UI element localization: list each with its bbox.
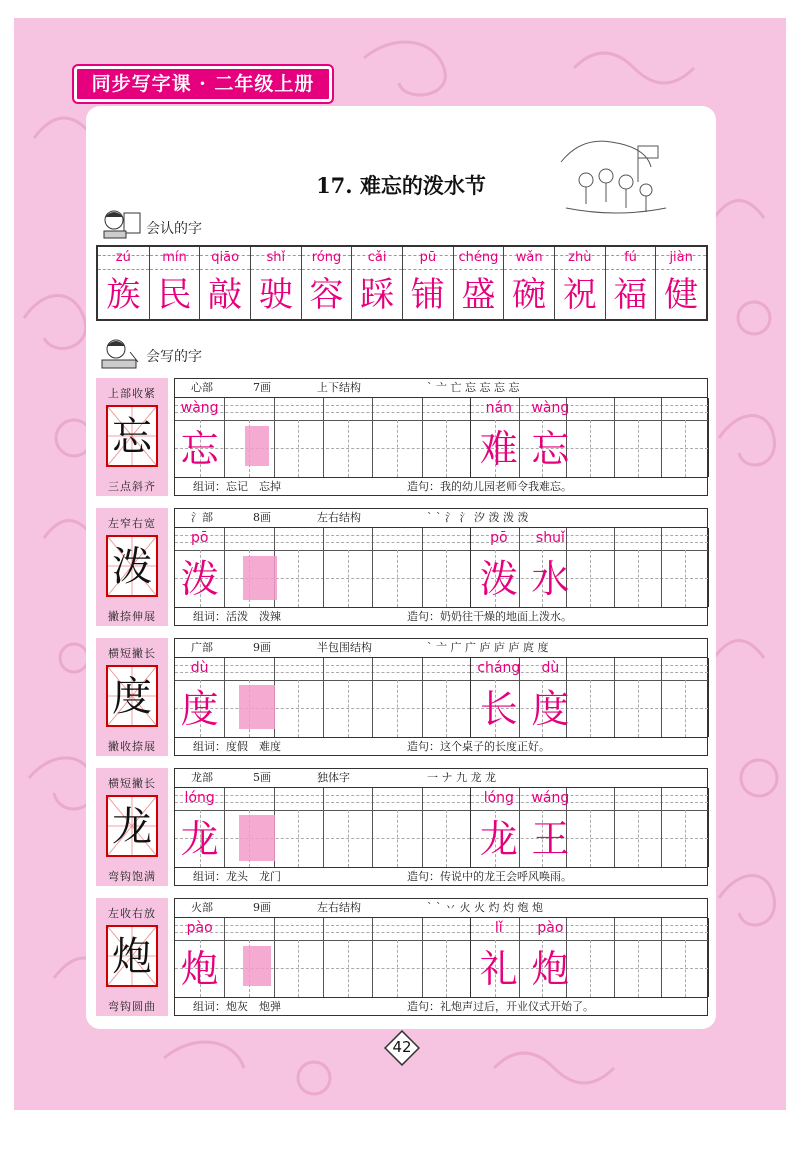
recognize-character: 福	[613, 275, 648, 315]
recognize-char-cell	[250, 247, 301, 319]
guide-line	[638, 940, 639, 997]
structure: 独体字	[317, 771, 350, 784]
guide-line	[298, 420, 299, 477]
guide-line	[98, 269, 149, 270]
guide-line	[446, 420, 447, 477]
stroke-count: 5画	[253, 771, 271, 784]
cell-divider	[372, 398, 373, 477]
recognize-pinyin: wǎn	[515, 250, 543, 265]
word-character: 度	[531, 687, 570, 731]
tip-bottom: 三点斜齐	[108, 480, 156, 493]
guide-line	[200, 269, 250, 270]
guide-line	[251, 269, 301, 270]
recognize-character: 民	[157, 275, 192, 315]
stroke-order: ` ` 氵 氵 汐 泼 泼 泼	[427, 511, 529, 524]
recognize-character: 容	[309, 275, 344, 315]
stroke-trace-shape	[243, 946, 271, 986]
guide-line	[397, 940, 398, 997]
cell-divider	[422, 918, 423, 997]
guide-line	[638, 810, 639, 867]
character-info-line	[175, 899, 707, 918]
cell-divider	[661, 788, 662, 867]
stroke-count: 7画	[253, 381, 271, 394]
festival-illustration	[556, 132, 668, 216]
radical: 广部	[191, 641, 213, 654]
cell-divider	[614, 398, 615, 477]
word-examples: 组词：炮灰 炮弹	[193, 1000, 281, 1013]
tip-bottom: 弯钩饱满	[108, 870, 156, 883]
cell-divider	[661, 918, 662, 997]
guide-line	[397, 420, 398, 477]
character-pinyin: pào	[186, 920, 213, 936]
guide-line	[590, 680, 591, 737]
recognize-character: 健	[664, 275, 699, 315]
recognize-pinyin: cǎi	[367, 250, 387, 265]
guide-line	[403, 269, 453, 270]
recognize-pinyin: mín	[162, 250, 187, 265]
cell-divider	[323, 528, 324, 607]
cell-divider	[372, 788, 373, 867]
recognize-char-cell	[301, 247, 352, 319]
recognize-character: 敲	[208, 275, 243, 315]
recognize-character: 族	[106, 275, 141, 315]
usage-line	[175, 737, 707, 756]
recognize-char-cell	[503, 247, 554, 319]
recognize-pinyin: zhù	[568, 250, 592, 265]
guide-line	[298, 940, 299, 997]
practice-grid-box	[174, 508, 708, 626]
guide-line	[638, 420, 639, 477]
word-pinyin: wàng	[531, 400, 570, 416]
guide-line	[348, 680, 349, 737]
word-examples: 组词：忘记 忘掉	[193, 480, 281, 493]
word-character: 王	[531, 817, 570, 861]
recognize-pinyin: zú	[115, 250, 131, 265]
guide-line	[150, 269, 200, 270]
recognize-character: 驶	[258, 275, 293, 315]
guide-line	[590, 550, 591, 607]
recognize-char-cell	[554, 247, 605, 319]
guide-line	[606, 269, 656, 270]
stroke-order: ` ` 丷 火 火 灼 灼 炮 炮	[427, 901, 543, 914]
stroke-count: 8画	[253, 511, 271, 524]
cell-divider	[372, 658, 373, 737]
character-pinyin: pō	[190, 530, 209, 546]
sentence-example: 造句：奶奶往干燥的地面上泼水。	[407, 610, 572, 623]
model-character: 度	[112, 674, 152, 720]
word-pinyin: dù	[541, 660, 560, 676]
word-character: 忘	[531, 427, 570, 471]
trace-character: 度	[180, 687, 219, 731]
recognize-char-cell	[402, 247, 453, 319]
recognize-pinyin: fú	[624, 250, 637, 265]
cell-divider	[422, 788, 423, 867]
recognize-section-label: 会认的字	[146, 221, 202, 237]
stroke-count: 9画	[253, 641, 271, 654]
recognize-char-cell	[98, 247, 149, 319]
guide-line	[446, 940, 447, 997]
guide-line	[685, 420, 686, 477]
model-character: 龙	[112, 804, 152, 850]
worksheet-page	[86, 106, 716, 1029]
recognize-pinyin: chéng	[458, 250, 499, 265]
writing-practice-row	[96, 638, 708, 756]
trace-character: 龙	[180, 817, 219, 861]
recognize-pinyin: róng	[311, 250, 342, 265]
writing-practice-row	[96, 508, 708, 626]
word-character: 长	[479, 687, 518, 731]
character-info-line	[175, 379, 707, 398]
usage-line	[175, 867, 707, 886]
word-character: 难	[479, 427, 518, 471]
guide-line	[638, 680, 639, 737]
tip-bottom: 撇收捺展	[108, 740, 156, 753]
cell-divider	[224, 398, 225, 477]
cell-divider	[614, 918, 615, 997]
cell-divider	[661, 528, 662, 607]
character-pinyin: lóng	[184, 790, 215, 806]
model-character: 炮	[112, 934, 152, 980]
guide-line	[590, 420, 591, 477]
structure: 上下结构	[317, 381, 361, 394]
cell-divider	[224, 788, 225, 867]
model-character: 忘	[112, 414, 152, 460]
cell-divider	[323, 398, 324, 477]
cell-divider	[274, 398, 275, 477]
stroke-trace-shape	[239, 815, 275, 861]
lesson-title: 17. 难忘的泼水节	[316, 173, 486, 198]
recognize-char-cell	[149, 247, 200, 319]
radical: 龙部	[191, 771, 213, 784]
guide-line	[446, 550, 447, 607]
word-character: 泼	[479, 557, 518, 601]
guide-line	[397, 680, 398, 737]
word-examples: 组词：龙头 龙门	[193, 870, 281, 883]
practice-grid-box	[174, 378, 708, 496]
stroke-trace-shape	[243, 556, 277, 600]
cell-divider	[274, 918, 275, 997]
model-character-box	[106, 795, 158, 857]
recognize-character: 盛	[461, 275, 496, 315]
cell-divider	[661, 398, 662, 477]
guide-line	[555, 269, 605, 270]
reading-kid-icon	[98, 207, 144, 239]
character-tip-box	[96, 638, 168, 756]
sentence-example: 造句：这个桌子的长度正好。	[407, 740, 550, 753]
page-number: 42	[392, 1038, 412, 1056]
practice-grid-box	[174, 638, 708, 756]
model-character-box	[106, 405, 158, 467]
guide-line	[348, 420, 349, 477]
page-number-badge	[384, 1030, 420, 1066]
writing-practice-row	[96, 768, 708, 886]
cell-divider	[224, 918, 225, 997]
word-pinyin: pào	[537, 920, 564, 936]
recognize-character: 铺	[410, 275, 445, 315]
recognize-pinyin: shǐ	[266, 250, 286, 265]
practice-grid-box	[174, 898, 708, 1016]
recognize-pinyin: jiàn	[669, 250, 693, 265]
guide-line	[656, 269, 706, 270]
word-pinyin: lǐ	[494, 920, 503, 936]
trace-character: 泼	[180, 557, 219, 601]
guide-line	[302, 269, 352, 270]
cell-divider	[372, 918, 373, 997]
cell-divider	[422, 658, 423, 737]
tip-top: 左收右放	[108, 907, 156, 920]
recognize-char-cell	[605, 247, 656, 319]
word-pinyin: lóng	[483, 790, 514, 806]
structure: 左右结构	[317, 901, 361, 914]
stroke-order: 一 ナ 九 龙 龙	[427, 771, 496, 784]
guide-line	[348, 810, 349, 867]
guide-line	[298, 810, 299, 867]
word-examples: 组词：度假 难度	[193, 740, 281, 753]
guide-line	[298, 550, 299, 607]
cell-divider	[422, 398, 423, 477]
model-character-box	[106, 535, 158, 597]
usage-line	[175, 997, 707, 1016]
guide-line	[590, 810, 591, 867]
guide-line	[348, 940, 349, 997]
character-tip-box	[96, 378, 168, 496]
cell-divider	[422, 528, 423, 607]
word-pinyin: wáng	[531, 790, 570, 806]
recognize-char-cell	[351, 247, 402, 319]
character-tip-box	[96, 768, 168, 886]
structure: 左右结构	[317, 511, 361, 524]
cell-divider	[614, 528, 615, 607]
guide-line	[397, 550, 398, 607]
word-character: 礼	[479, 947, 518, 991]
guide-line	[298, 680, 299, 737]
character-pinyin: wàng	[180, 400, 219, 416]
guide-line	[685, 550, 686, 607]
model-character-box	[106, 925, 158, 987]
cell-divider	[323, 658, 324, 737]
guide-line	[446, 810, 447, 867]
writing-practice-row	[96, 378, 708, 496]
radical: 火部	[191, 901, 213, 914]
guide-line	[504, 269, 554, 270]
guide-line	[590, 940, 591, 997]
cell-divider	[224, 658, 225, 737]
cell-divider	[661, 658, 662, 737]
cell-divider	[323, 918, 324, 997]
word-pinyin: pō	[490, 530, 508, 546]
book-banner: 同步写字课 · 二年级上册	[74, 66, 332, 102]
character-info-line	[175, 769, 707, 788]
character-info-line	[175, 509, 707, 528]
character-tip-box	[96, 508, 168, 626]
sentence-example: 造句：传说中的龙王会呼风唤雨。	[407, 870, 572, 883]
usage-line	[175, 607, 707, 626]
model-character: 泼	[112, 544, 152, 590]
word-examples: 组词：活泼 泼辣	[193, 610, 281, 623]
guide-line	[446, 680, 447, 737]
sentence-example: 造句：礼炮声过后，开业仪式开始了。	[407, 1000, 594, 1013]
writing-kid-icon	[98, 336, 144, 370]
character-tip-box	[96, 898, 168, 1016]
recognize-char-cell	[199, 247, 250, 319]
recognize-character: 踩	[360, 275, 395, 315]
word-character: 龙	[479, 817, 518, 861]
guide-line	[352, 269, 402, 270]
recognize-character: 碗	[512, 275, 547, 315]
structure: 半包围结构	[317, 641, 372, 654]
recognize-char-cell	[453, 247, 504, 319]
stroke-order: ` 亠 广 广 庐 庐 庐 庹 度	[427, 641, 549, 654]
recognize-pinyin: pū	[419, 250, 437, 265]
guide-line	[685, 810, 686, 867]
usage-line	[175, 477, 707, 496]
recognize-char-cell	[655, 247, 706, 319]
word-pinyin: nán	[485, 400, 512, 416]
cell-divider	[224, 528, 225, 607]
trace-character: 忘	[180, 427, 219, 471]
trace-character: 炮	[180, 947, 219, 991]
character-pinyin: dù	[190, 660, 209, 676]
stroke-trace-shape	[245, 426, 269, 466]
cell-divider	[372, 528, 373, 607]
stroke-trace-shape	[239, 685, 275, 729]
word-pinyin: shuǐ	[535, 530, 565, 546]
tip-bottom: 弯钩圆曲	[108, 1000, 156, 1013]
cell-divider	[614, 788, 615, 867]
radical: 氵部	[191, 511, 213, 524]
writing-practice-row	[96, 898, 708, 1016]
model-character-box	[106, 665, 158, 727]
radical: 心部	[191, 381, 213, 394]
stroke-order: ` 亠 亡 忘 忘 忘 忘	[427, 381, 520, 394]
guide-line	[454, 269, 504, 270]
guide-line	[397, 810, 398, 867]
tip-bottom: 撇捺伸展	[108, 610, 156, 623]
guide-line	[685, 680, 686, 737]
guide-line	[638, 550, 639, 607]
word-character: 炮	[531, 947, 570, 991]
guide-line	[685, 940, 686, 997]
word-pinyin: cháng	[477, 660, 521, 676]
tip-top: 横短撇长	[108, 777, 156, 790]
recognize-pinyin: qiāo	[211, 250, 240, 265]
write-section-label: 会写的字	[146, 349, 202, 365]
cell-divider	[323, 788, 324, 867]
cell-divider	[614, 658, 615, 737]
practice-grid-box	[174, 768, 708, 886]
sentence-example: 造句：我的幼儿园老师令我难忘。	[407, 480, 572, 493]
tip-top: 左窄右宽	[108, 517, 156, 530]
recognize-character: 祝	[562, 275, 597, 315]
tip-top: 上部收紧	[108, 387, 156, 400]
tip-top: 横短撇长	[108, 647, 156, 660]
recognize-table	[96, 245, 708, 321]
stroke-count: 9画	[253, 901, 271, 914]
guide-line	[348, 550, 349, 607]
word-character: 水	[531, 557, 570, 601]
character-info-line	[175, 639, 707, 658]
